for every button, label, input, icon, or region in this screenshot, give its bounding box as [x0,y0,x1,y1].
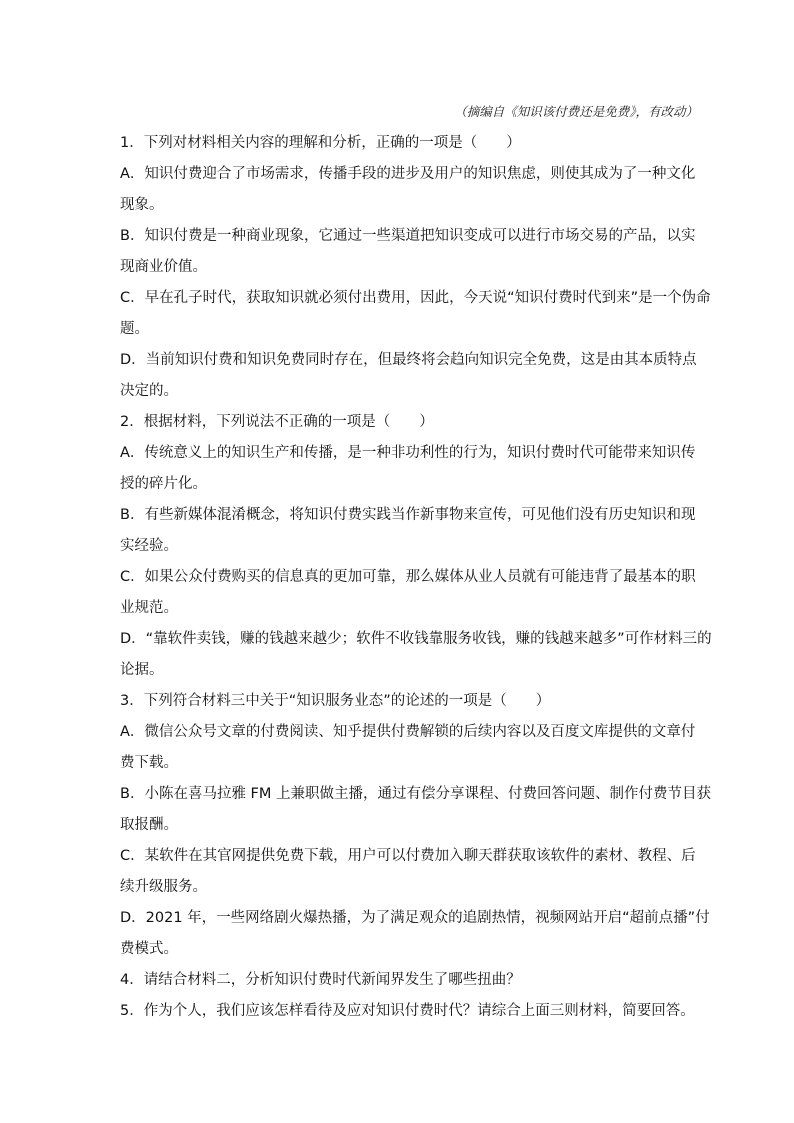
question-2-stem: 2．根据材料，下列说法不正确的一项是（ ） [120,414,434,430]
question-2-option-b-line1: B．有些新媒体混淆概念，将知识付费实践当作新事物来宣传，可见他们没有历史知识和现 [120,507,696,523]
question-4-stem: 4．请结合材料二，分析知识付费时代新闻界发生了哪些扭曲？ [120,972,521,988]
question-5-stem: 5．作为个人，我们应该怎样看待及应对知识付费时代？请综合上面三则材料，简要回答。 [120,1003,695,1019]
question-3-option-a-line2: 费下载。 [120,755,178,771]
question-1-option-c-line2: 题。 [120,321,149,337]
question-1-option-d-line2: 决定的。 [120,383,178,399]
question-1-option-b-line1: B．知识付费是一种商业现象，它通过一些渠道把知识变成可以进行市场交易的产品，以实 [120,228,696,244]
question-2-option-d-line2: 论据。 [120,662,164,678]
question-2-option-a-line2: 授的碎片化。 [120,476,207,492]
source-note: （摘编自《知识该付费还是免费》，有改动） [454,104,698,119]
question-1-option-c-line1: C．早在孔子时代，获取知识就必须付出费用，因此，今天说“知识付费时代到来”是一个伪命 [120,290,711,306]
question-3-option-d-line1: D．2021 年，一些网络剧火爆热播，为了满足观众的追剧热情，视频网站开启“超前点播”付 [120,910,710,926]
question-3-stem: 3．下列符合材料三中关于“知识服务业态”的论述的一项是（ ） [120,693,551,709]
question-2-option-d-line1: D．“靠软件卖钱，赚的钱越来越少；软件不收钱靠服务收钱，赚的钱越来越多”可作材料三的 [120,631,712,647]
question-3-option-a-line1: A．微信公众号文章的付费阅读、知乎提供付费解锁的后续内容以及百度文库提供的文章付 [120,724,696,740]
question-1-stem: 1．下列对材料相关内容的理解和分析，正确的一项是（ ） [120,135,521,151]
question-3-option-b-line2: 取报酬。 [120,817,178,833]
question-1-option-b-line2: 现商业价值。 [120,259,207,275]
questions-section [120,128,712,1027]
question-3-option-b-line1: B．小陈在喜马拉雅 FM 上兼职做主播，通过有偿分享课程、付费回答问题、制作付费节目获 [120,786,712,802]
question-2-option-a-line1: A．传统意义上的知识生产和传播，是一种非功利性的行为，知识付费时代可能带来知识传 [120,445,696,461]
question-3-option-d-line2: 费模式。 [120,941,178,957]
question-3-option-c-line2: 续升级服务。 [120,879,207,895]
question-1-option-d-line1: D．当前知识付费和知识免费同时存在，但最终将会趋向知识完全免费，这是由其本质特点 [120,352,697,368]
question-1-option-a-line2: 现象。 [120,197,164,213]
question-1-option-a-line1: A．知识付费迎合了市场需求，传播手段的进步及用户的知识焦虑，则使其成为了一种文化 [120,166,696,182]
question-2-option-c-line1: C．如果公众付费购买的信息真的更加可靠，那么媒体从业人员就有可能违背了最基本的职 [120,569,696,585]
question-2-option-b-line2: 实经验。 [120,538,178,554]
question-3-option-c-line1: C．某软件在其官网提供免费下载，用户可以付费加入聊天群获取该软件的素材、教程、后 [120,848,696,864]
question-2-option-c-line2: 业规范。 [120,600,178,616]
